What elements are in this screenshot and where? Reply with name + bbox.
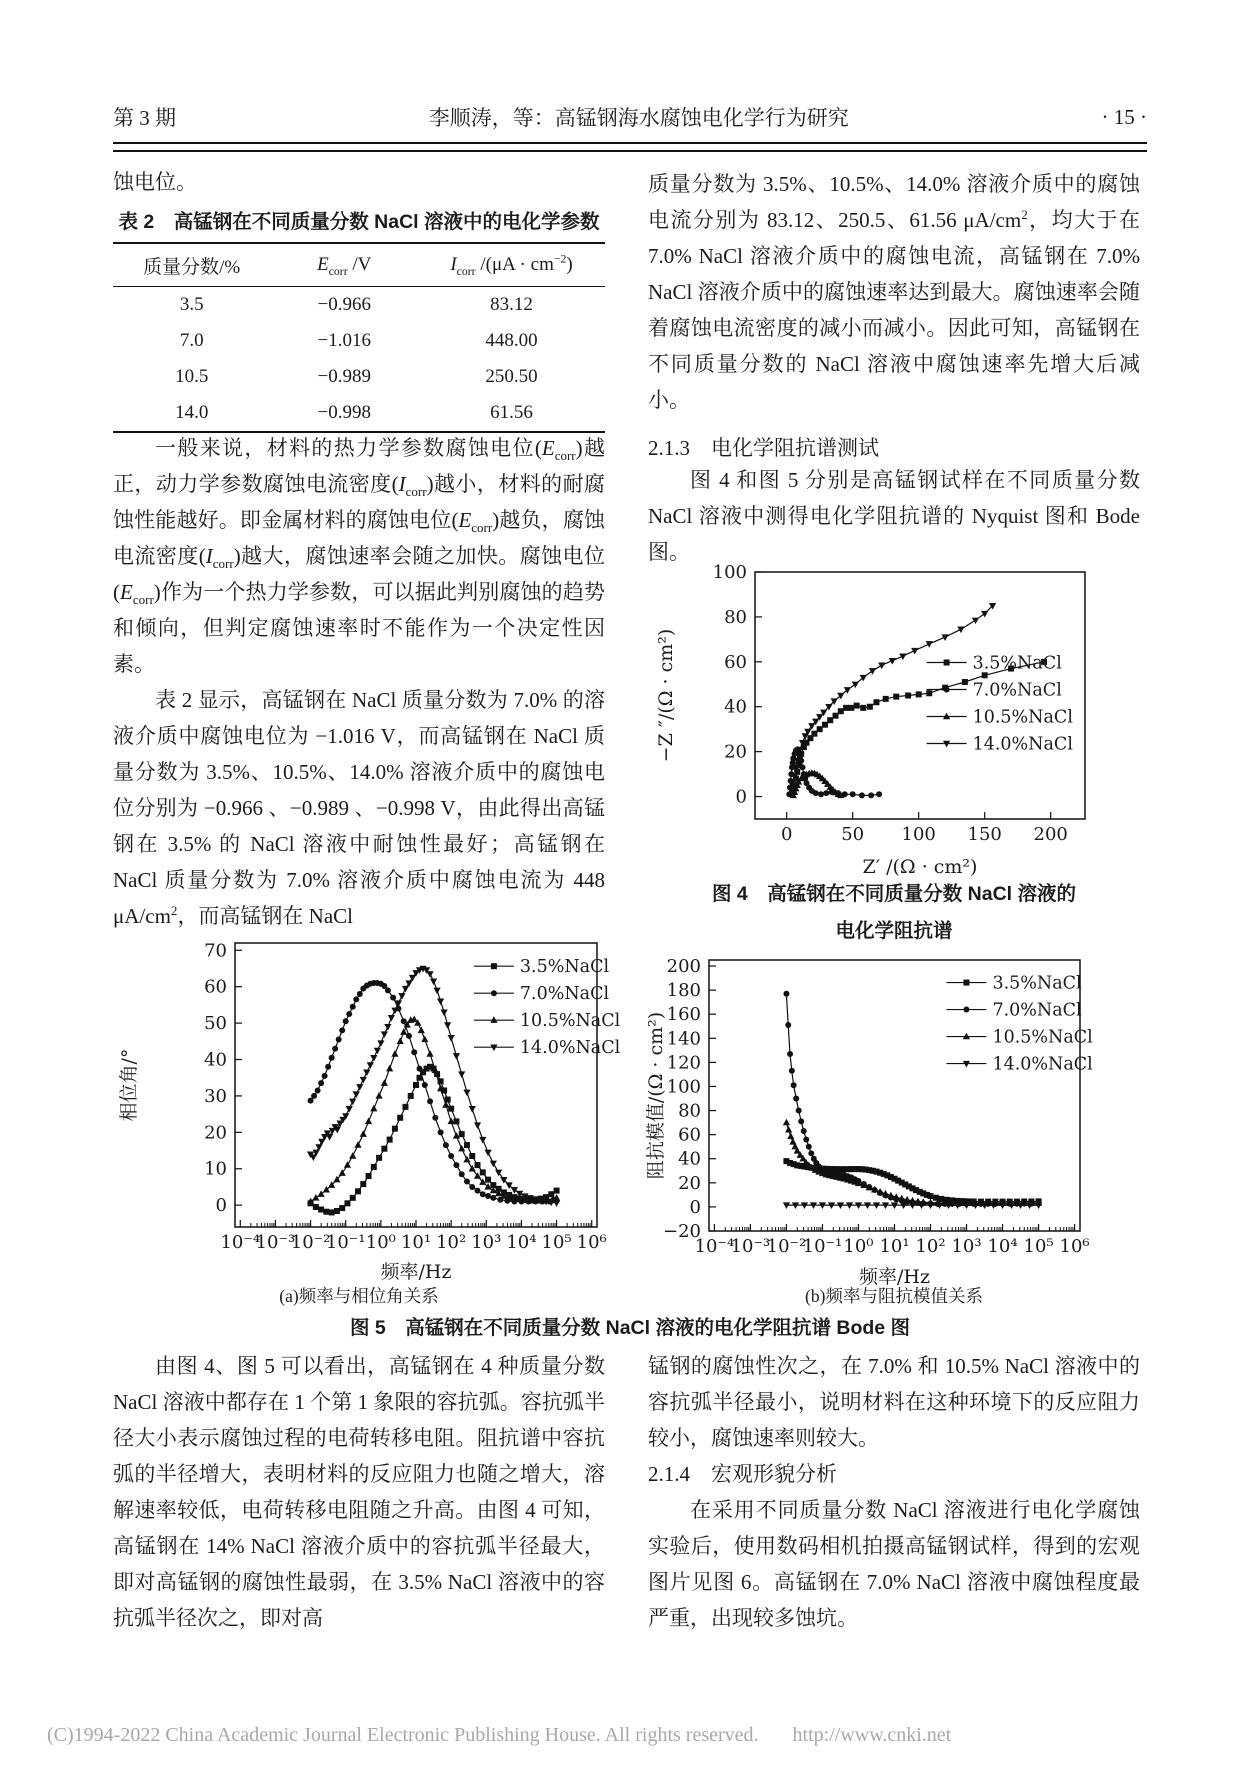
paragraph-arc-radius: 锰钢的腐蚀性次之，在 7.0% 和 10.5% NaCl 溶液中的容抗弧半径最小，说明材料在这种环境下的反应阻力较小，腐蚀速率则较大。 xyxy=(648,1354,1140,1450)
svg-text:60: 60 xyxy=(204,976,227,998)
svg-text:3.5%NaCl: 3.5%NaCl xyxy=(972,653,1062,674)
svg-text:10.5%NaCl: 10.5%NaCl xyxy=(519,1011,620,1032)
svg-text:140: 140 xyxy=(666,1028,701,1050)
table-row xyxy=(113,395,605,432)
svg-text:200: 200 xyxy=(1033,824,1068,845)
svg-text:10⁻³: 10⁻³ xyxy=(730,1236,771,1257)
table-cell: 3.5 xyxy=(179,294,204,315)
fig5a-subcaption: (a)频率与相位角关系 xyxy=(279,1286,439,1306)
svg-text:10⁵: 10⁵ xyxy=(541,1232,572,1253)
svg-text:100: 100 xyxy=(901,824,936,845)
fig4-caption-line2: 电化学阻抗谱 xyxy=(835,920,953,942)
table-cell: −0.989 xyxy=(317,366,371,387)
svg-text:10⁻⁴: 10⁻⁴ xyxy=(220,1232,261,1253)
lead-continuation-text: 蚀电位。 xyxy=(113,170,197,194)
fig5-caption: 图 5 高锰钢在不同质量分数 NaCl 溶液的电化学阻抗谱 Bode 图 xyxy=(349,1317,911,1339)
table-cell: 14.0 xyxy=(175,402,209,423)
svg-text:10⁶: 10⁶ xyxy=(1059,1236,1090,1257)
svg-text:10⁻¹: 10⁻¹ xyxy=(802,1236,843,1257)
svg-text:频率/Hz: 频率/Hz xyxy=(380,1261,452,1283)
svg-text:14.0%NaCl: 14.0%NaCl xyxy=(992,1054,1093,1075)
col-header-icorr: $I_{corr}$ $/(\mu A \cdot cm^{-2})$ xyxy=(418,243,605,287)
right-column-top xyxy=(648,166,1140,418)
cnki-footer xyxy=(47,1724,1213,1747)
svg-text:10⁰: 10⁰ xyxy=(365,1232,396,1253)
series-14.0%NaCl xyxy=(788,603,996,798)
issue-label: 第 3 期 xyxy=(113,106,176,130)
header-divider xyxy=(113,142,1147,152)
fig5b-subcaption: (b)频率与阻抗模值关系 xyxy=(805,1286,983,1306)
svg-text:150: 150 xyxy=(967,824,1002,845)
svg-text:10⁻³: 10⁻³ xyxy=(255,1232,296,1253)
bottom-left-column xyxy=(113,1348,605,1636)
nyquist-plot xyxy=(655,560,1145,880)
col-header-mass-fraction: 质量分数/% xyxy=(113,243,270,287)
page-number: · 15 · xyxy=(1101,104,1147,129)
params-table xyxy=(113,242,605,433)
svg-text:3.5%NaCl: 3.5%NaCl xyxy=(519,957,610,978)
svg-text:14.0%NaCl: 14.0%NaCl xyxy=(972,734,1073,755)
svg-text:Z′ /(Ω · cm²): Z′ /(Ω · cm²) xyxy=(862,856,978,878)
svg-text:10²: 10² xyxy=(436,1232,467,1253)
table-cell: 448.00 xyxy=(485,330,538,351)
svg-text:10⁶: 10⁶ xyxy=(576,1232,607,1253)
svg-text:10⁻²: 10⁻² xyxy=(290,1232,331,1253)
svg-text:相位角/°: 相位角/° xyxy=(118,1048,140,1122)
table-cell: 83.12 xyxy=(490,294,533,315)
table-row xyxy=(113,323,605,359)
svg-text:7.0%NaCl: 7.0%NaCl xyxy=(972,680,1062,701)
svg-text:频率/Hz: 频率/Hz xyxy=(859,1266,930,1288)
table-cell: −1.016 xyxy=(317,330,371,351)
svg-text:10⁴: 10⁴ xyxy=(987,1236,1018,1257)
bottom-right-column xyxy=(648,1348,1140,1636)
series-14.0%NaCl xyxy=(783,1202,1042,1209)
table-row xyxy=(113,359,605,395)
series-10.5%NaCl xyxy=(783,1119,1042,1206)
svg-text:10⁻⁴: 10⁻⁴ xyxy=(694,1236,735,1257)
svg-text:50: 50 xyxy=(841,824,865,845)
svg-text:10⁰: 10⁰ xyxy=(843,1236,874,1257)
svg-text:7.0%NaCl: 7.0%NaCl xyxy=(519,984,610,1005)
svg-text:20: 20 xyxy=(724,741,747,763)
left-column-paragraphs xyxy=(113,430,605,934)
footer-copyright: (C)1994-2022 China Academic Journal Electronic Publishing House. All rights reserved. xyxy=(47,1724,759,1746)
svg-text:10⁻²: 10⁻² xyxy=(766,1236,807,1257)
svg-text:200: 200 xyxy=(666,956,701,978)
svg-text:0: 0 xyxy=(735,786,747,808)
svg-text:0: 0 xyxy=(689,1196,701,1218)
footer-url: http://www.cnki.net xyxy=(792,1724,952,1746)
bode-phase-plot xyxy=(118,940,620,1285)
svg-text:10.5%NaCl: 10.5%NaCl xyxy=(972,707,1073,728)
svg-text:40: 40 xyxy=(204,1049,227,1071)
col-header-ecorr: $E_{corr}$ /V xyxy=(270,243,418,287)
svg-text:10²: 10² xyxy=(915,1236,946,1257)
table-cell: −0.966 xyxy=(317,294,371,315)
paragraph-corrosion-current: 质量分数为 3.5%、10.5%、14.0% 溶液介质中的腐蚀电流分别为 83.12、250.5、61.56 $\mu A/cm^2$，均大于在 7.0% NaCl 溶液介质中的腐蚀电流，高锰钢在 7.0% NaCl 溶液介质中的腐蚀速率达到最大。腐蚀速率会随着腐蚀电流密度的减小而减小。因此可知，高锰钢在不同质量分数的 NaCl 溶液中腐蚀速率先增大后减小。 xyxy=(648,172,1141,412)
svg-text:20: 20 xyxy=(204,1122,227,1144)
svg-text:14.0%NaCl: 14.0%NaCl xyxy=(519,1038,620,1059)
svg-text:120: 120 xyxy=(666,1052,701,1074)
svg-text:−20: −20 xyxy=(663,1221,701,1242)
table-cell: 61.56 xyxy=(490,402,533,423)
table-cell: 10.5 xyxy=(175,366,209,387)
running-title: 李顺涛，等：高锰钢海水腐蚀电化学行为研究 xyxy=(428,106,849,130)
svg-text:7.0%NaCl: 7.0%NaCl xyxy=(992,1000,1082,1021)
svg-text:10⁴: 10⁴ xyxy=(506,1232,537,1253)
svg-text:60: 60 xyxy=(678,1124,701,1146)
paragraph-thermodynamics: 一般来说，材料的热力学参数腐蚀电位$(E_{corr})$越正，动力学参数腐蚀电流密度$(I_{corr})$越小，材料的耐腐蚀性能越好。即金属材料的腐蚀电位$(E_{corr})$越负，腐蚀电流密度$(I_{corr})$越大，腐蚀速率会随之加快。腐蚀电位$(E_{corr})$作为一个热力学参数，可以据此判别腐蚀的趋势和倾向，但判定腐蚀速率时不能作为一个决定性因素。 xyxy=(113,436,605,676)
svg-text:10⁵: 10⁵ xyxy=(1023,1236,1054,1257)
table-header-row xyxy=(113,243,605,287)
table-cell: 7.0 xyxy=(179,330,204,351)
svg-text:0: 0 xyxy=(215,1195,227,1217)
fig4-caption-line1: 图 4 高锰钢在不同质量分数 NaCl 溶液的 xyxy=(711,883,1077,905)
svg-text:−Z ″/(Ω · cm²): −Z ″/(Ω · cm²) xyxy=(655,628,677,763)
svg-text:10.5%NaCl: 10.5%NaCl xyxy=(992,1027,1093,1048)
svg-text:60: 60 xyxy=(724,651,747,673)
paragraph-macro-morphology: 在采用不同质量分数 NaCl 溶液进行电化学腐蚀实验后，使用数码相机拍摄高锰钢试样，得到的宏观图片见图 6。高锰钢在 7.0% NaCl 溶液中腐蚀程度最严重，出现较多蚀坑。 xyxy=(648,1498,1140,1630)
table-row xyxy=(113,287,605,324)
svg-text:20: 20 xyxy=(678,1172,701,1194)
table-cell: −0.998 xyxy=(317,402,371,423)
svg-text:0: 0 xyxy=(780,824,793,845)
svg-text:阻抗模值/(Ω · cm²): 阻抗模值/(Ω · cm²) xyxy=(645,1011,667,1180)
bode-modulus-plot xyxy=(645,950,1150,1290)
svg-text:160: 160 xyxy=(666,1004,701,1026)
svg-text:10³: 10³ xyxy=(471,1232,502,1253)
svg-text:80: 80 xyxy=(724,606,747,628)
table-cell: 250.50 xyxy=(485,366,538,387)
svg-text:10⁻¹: 10⁻¹ xyxy=(325,1232,366,1253)
section-heading-214: 2.1.4 宏观形貌分析 xyxy=(648,1462,837,1486)
svg-text:100: 100 xyxy=(712,562,747,583)
svg-text:100: 100 xyxy=(666,1076,701,1098)
svg-text:40: 40 xyxy=(678,1148,701,1170)
svg-text:80: 80 xyxy=(678,1100,701,1122)
table2-caption: 表 2 高锰钢在不同质量分数 NaCl 溶液中的电化学参数 xyxy=(118,211,600,233)
svg-text:10³: 10³ xyxy=(951,1236,982,1257)
svg-text:180: 180 xyxy=(666,980,701,1002)
journal-header xyxy=(113,102,1147,132)
paragraph-capacitive-arc: 由图 4、图 5 可以看出，高锰钢在 4 种质量分数 NaCl 溶液中都存在 1 个第 1 象限的容抗弧。容抗弧半径大小表示腐蚀过程的电荷转移电阻。阻抗谱中容抗弧的半径增大，表明材料的反应阻力也随之增大，溶解速率较低，电荷转移电阻随之升高。由图 4 可知，高锰钢在 14% NaCl 溶液介质中的容抗弧半径最大，即对高锰钢的腐蚀性最弱，在 3.5% NaCl 溶液中的容抗弧半径次之，即对高 xyxy=(113,1354,605,1630)
svg-text:30: 30 xyxy=(204,1085,227,1107)
svg-text:3.5%NaCl: 3.5%NaCl xyxy=(992,973,1082,994)
paragraph-table2-discussion: 表 2 显示，高锰钢在 NaCl 质量分数为 7.0% 的溶液介质中腐蚀电位为 −1.016 V，而高锰钢在 NaCl 质量分数为 3.5%、10.5%、14.0% 溶液介质中的腐蚀电位分别为 −0.966 、−0.989 、−0.998 V，由此得出高锰钢在 3.5% 的 NaCl 溶液中耐蚀性最好；高锰钢在 NaCl 质量分数为 7.0% 溶液介质中腐蚀电流为 448 $\mu A/cm^2$，而高锰钢在 NaCl xyxy=(113,688,605,928)
paragraph-fig45-intro: 图 4 和图 5 分别是高锰钢试样在不同质量分数 NaCl 溶液中测得电化学阻抗谱的 Nyquist 图和 Bode 图。 xyxy=(648,468,1140,564)
svg-text:50: 50 xyxy=(204,1013,227,1035)
svg-text:40: 40 xyxy=(724,696,747,718)
svg-text:10¹: 10¹ xyxy=(879,1236,910,1257)
svg-text:10: 10 xyxy=(204,1158,227,1180)
section-heading-213: 2.1.3 电化学阻抗谱测试 xyxy=(648,436,879,460)
svg-text:10¹: 10¹ xyxy=(400,1232,432,1253)
svg-text:70: 70 xyxy=(204,940,227,962)
